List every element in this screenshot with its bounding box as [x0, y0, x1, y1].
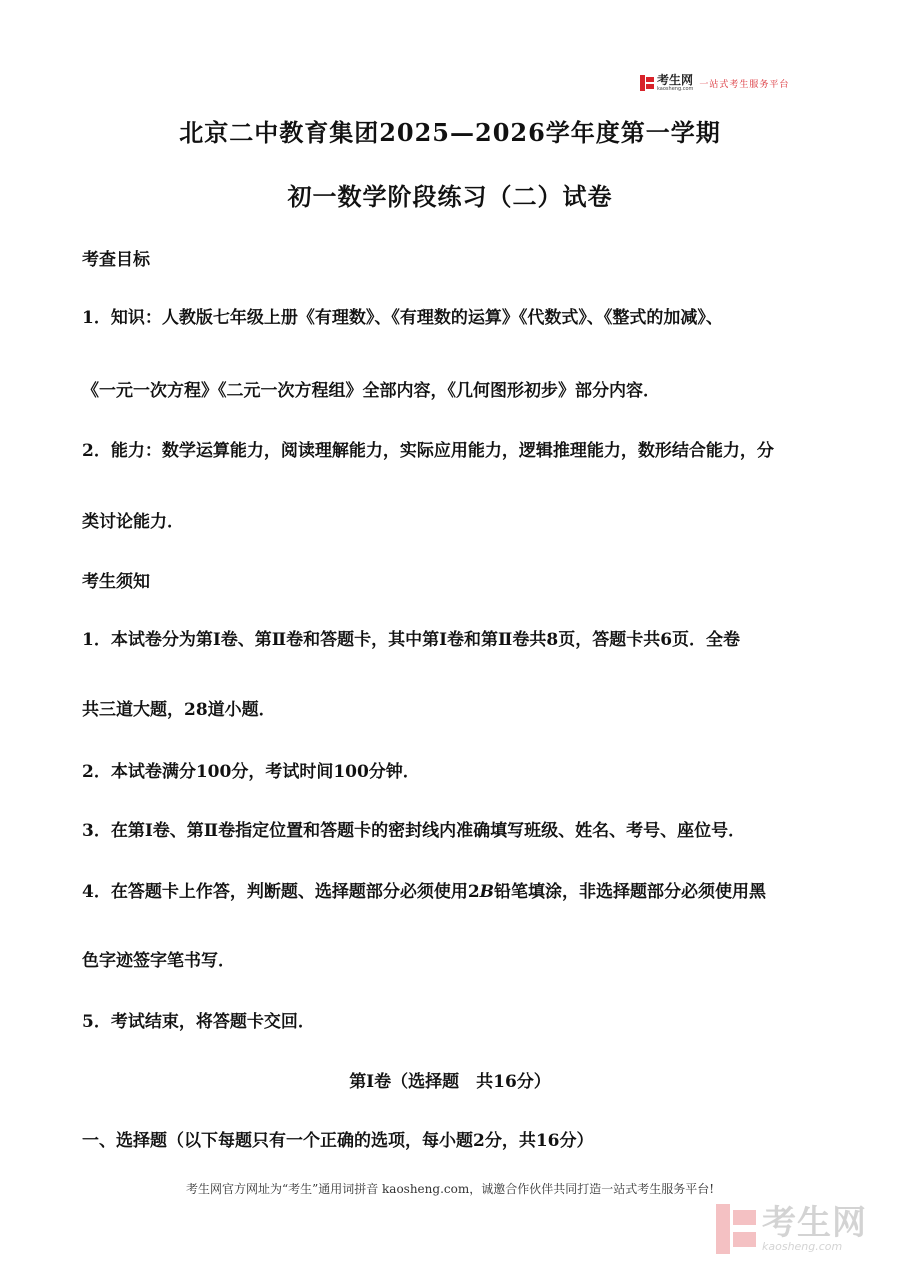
objective-item1-line2: 《一元一次方程》《二元一次方程组》全部内容，《几何图形初步》部分内容． [82, 381, 660, 401]
watermark-text [762, 1205, 867, 1253]
notice-item3: 3．在第Ⅰ卷、第Ⅱ卷指定位置和答题卡的密封线内准确填写班级、姓名、考号、座位号． [82, 821, 746, 841]
notice-heading: 考生须知 [82, 572, 150, 592]
objective-item1-line1: 1．知识：人教版七年级上册《有理数》、《有理数的运算》《代数式》、《整式的加减》、 [82, 308, 723, 328]
brand-logo-icon [640, 75, 654, 91]
logo-domain: kaosheng.com [657, 85, 694, 92]
part1-heading: 一、选择题（以下每题只有一个正确的选项，每小题2分，共16分） [82, 1131, 594, 1151]
page-footer: 考生网官方网址为“考生”通用词拼音 kaosheng.com，诚邀合作伙伴共同打造一站式考生服务平台! [185, 1182, 715, 1196]
watermark-logo-icon [716, 1204, 756, 1254]
document-title-line2: 初一数学阶段练习（二）试卷 [287, 182, 613, 211]
notice-item4-post: 铅笔填涂，非选择题部分必须使用黑 [494, 882, 767, 902]
notice-item1-line2: 共三道大题，28道小题． [82, 700, 276, 720]
section-heading: 第Ⅰ卷（选择题 共16分） [349, 1072, 551, 1092]
objective-item2-line2: 类讨论能力． [82, 512, 184, 532]
notice-item4-italic: B [479, 882, 495, 902]
watermark [716, 1203, 867, 1255]
notice-item4-line1 [82, 877, 830, 902]
watermark-name: 考生网 [762, 1203, 867, 1243]
notice-item4-pre: 4．在答题卡上作答，判断题、选择题部分必须使用2 [82, 882, 480, 902]
notice-item5: 5．考试结束，将答题卡交回． [82, 1012, 315, 1032]
logo-name: 考生网 [657, 72, 694, 87]
objective-item2-line1: 2．能力：数学运算能力，阅读理解能力，实际应用能力，逻辑推理能力，数形结合能力，分 [82, 441, 774, 461]
notice-item1-line1: 1．本试卷分为第Ⅰ卷、第Ⅱ卷和答题卡，其中第Ⅰ卷和第Ⅱ卷共8页，答题卡共6页．全卷 [82, 630, 741, 650]
objectives-heading: 考查目标 [82, 250, 150, 270]
header-logo [640, 72, 789, 94]
header-slogan: 一站式考生服务平台 [699, 79, 790, 90]
notice-item4-line2: 色字迹签字笔书写． [82, 951, 235, 971]
document-title-line1: 北京二中教育集团2025—2026学年度第一学期 [179, 118, 721, 147]
logo-text [657, 72, 694, 92]
notice-item2: 2．本试卷满分100分，考试时间100分钟． [82, 762, 420, 782]
watermark-domain: kaosheng.com [762, 1240, 843, 1253]
